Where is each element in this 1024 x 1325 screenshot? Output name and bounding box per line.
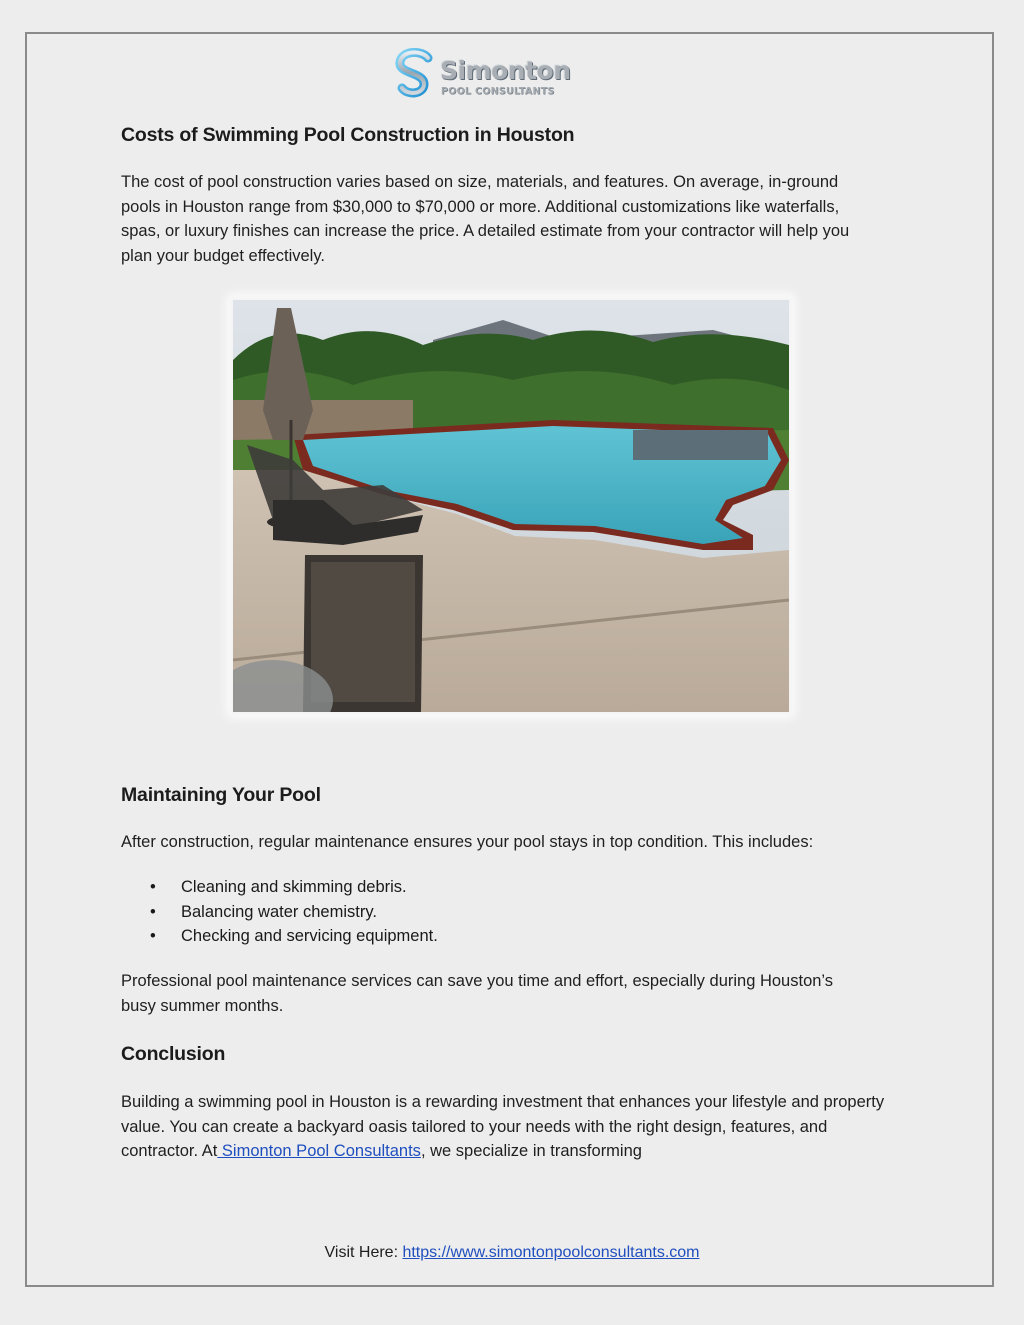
list-item: • Cleaning and skimming debris. <box>121 875 438 900</box>
list-item: • Checking and servicing equipment. <box>121 924 438 949</box>
logo-s-icon <box>394 48 438 106</box>
conclusion-text: Building a swimming pool in Houston is a rewarding investment that enhances your lifestyle and property value. You can create a backyard oasis tailored to your needs with the right design, features, and contractor. At <box>121 1093 885 1160</box>
list-item: • Balancing water chemistry. <box>121 900 438 925</box>
simonton-link[interactable]: Simonton Pool Consultants <box>217 1142 421 1160</box>
maintenance-list <box>121 875 438 949</box>
website-link[interactable]: https://www.simontonpoolconsultants.com <box>402 1244 700 1261</box>
paragraph-costs: The cost of pool construction varies based on size, materials, and features. On average, in-ground pools in Houston range from $30,000 to $70,000 or more. Additional customizations like waterfalls, spas, or luxury finishes can increase the price. A detailed estimate from your contractor will help you plan your budget effectively. <box>121 173 850 265</box>
paragraph-maintaining-intro: After construction, regular maintenance ensures your pool stays in top condition. This includes: <box>121 833 814 851</box>
paragraph-maintaining-closing: Professional pool maintenance services can save you time and effort, especially during Houston’s busy summer months. <box>121 972 834 1015</box>
company-logo <box>394 48 571 106</box>
heading-conclusion: Conclusion <box>121 1043 226 1065</box>
paragraph-conclusion <box>121 1090 886 1164</box>
pool-photo <box>233 300 789 712</box>
heading-maintaining: Maintaining Your Pool <box>121 784 321 806</box>
heading-costs: Costs of Swimming Pool Construction in Houston <box>121 124 575 146</box>
footer-visit <box>0 1244 1024 1262</box>
footer-label: Visit Here: <box>324 1244 403 1261</box>
conclusion-text-end: , we specialize in transforming <box>420 1142 642 1160</box>
logo-brand-text: Simonton <box>440 56 571 85</box>
logo-tagline-text: POOL CONSULTANTS <box>441 86 555 97</box>
